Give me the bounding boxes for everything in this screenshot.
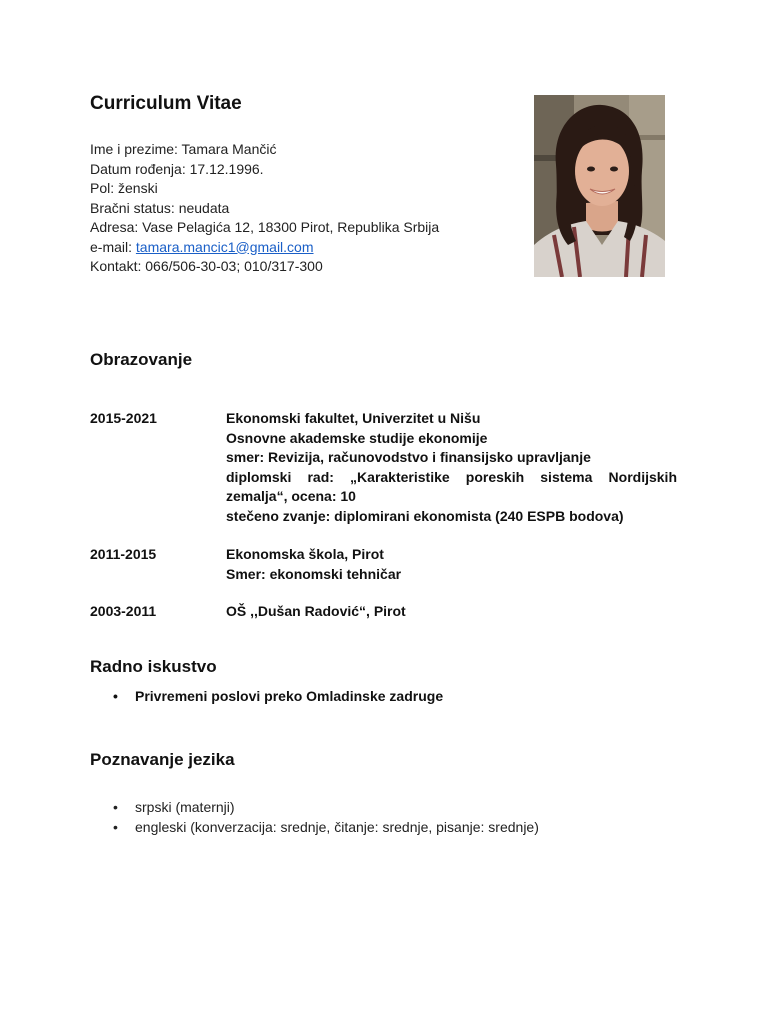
list-item-text: srpski (maternji) <box>135 799 235 815</box>
education-detail-line: smer: Revizija, računovodstvo i finansijsko upravljanje <box>226 449 591 465</box>
education-detail-line: Ekonomski fakultet, Univerzitet u Nišu <box>226 410 481 426</box>
list-item <box>90 797 539 817</box>
personal-info <box>90 140 439 277</box>
bullet-icon: • <box>113 799 118 815</box>
dob-line: Datum rođenja: 17.12.1996. <box>90 160 264 177</box>
education-detail-line: OŠ ,,Dušan Radović“, Pirot <box>226 603 406 619</box>
education-years: 2015-2021 <box>90 410 157 426</box>
page-title: Curriculum Vitae <box>90 93 242 114</box>
education-detail-line: Smer: ekonomski tehničar <box>226 565 402 582</box>
education-details <box>226 545 677 584</box>
experience-list <box>90 686 443 706</box>
name-line: Ime i prezime: Tamara Mančić <box>90 141 277 157</box>
gender-line: Pol: ženski <box>90 180 158 196</box>
languages-list <box>90 797 539 837</box>
education-entry <box>90 409 678 529</box>
education-detail-line: diplomski rad: „Karakteristike poreskih sistema Nordijskih <box>226 468 677 485</box>
languages-heading: Poznavanje jezika <box>90 750 235 769</box>
email-label: e-mail: <box>90 238 136 255</box>
education-detail-line: stečeno zvanje: diplomirani ekonomista (240 ESPB bodova) <box>226 507 624 524</box>
list-item-text: Privremeni poslovi preko Omladinske zadruge <box>135 688 444 704</box>
address-line: Adresa: Vase Pelagića 12, 18300 Pirot, Republika Srbija <box>90 219 440 235</box>
marital-status-line: Bračni status: neudata <box>90 199 230 216</box>
education-years: 2011-2015 <box>90 546 157 562</box>
list-item <box>90 817 539 837</box>
education-detail-line: zemalja“, ocena: 10 <box>226 488 356 504</box>
education-entry <box>90 545 678 585</box>
education-details <box>226 602 677 622</box>
email-link[interactable]: tamara.mancic1@gmail.com <box>135 238 314 255</box>
list-item-text: engleski (konverzacija: srednje, čitanje: srednje, pisanje: srednje) <box>135 819 539 835</box>
education-detail-line: Ekonomska škola, Pirot <box>226 546 384 562</box>
contact-line: Kontakt: 066/506-30-03; 010/317-300 <box>90 258 323 274</box>
email-line <box>90 238 439 258</box>
education-years: 2003-2011 <box>90 603 157 619</box>
bullet-icon: • <box>113 688 118 704</box>
education-detail-line: Osnovne akademske studije ekonomije <box>226 429 488 446</box>
experience-heading: Radno iskustvo <box>90 657 217 676</box>
education-details <box>226 409 677 526</box>
education-heading: Obrazovanje <box>90 350 193 369</box>
list-item <box>90 686 443 706</box>
portrait-photo <box>534 95 665 277</box>
education-entry <box>90 602 678 622</box>
bullet-icon: • <box>113 819 118 835</box>
